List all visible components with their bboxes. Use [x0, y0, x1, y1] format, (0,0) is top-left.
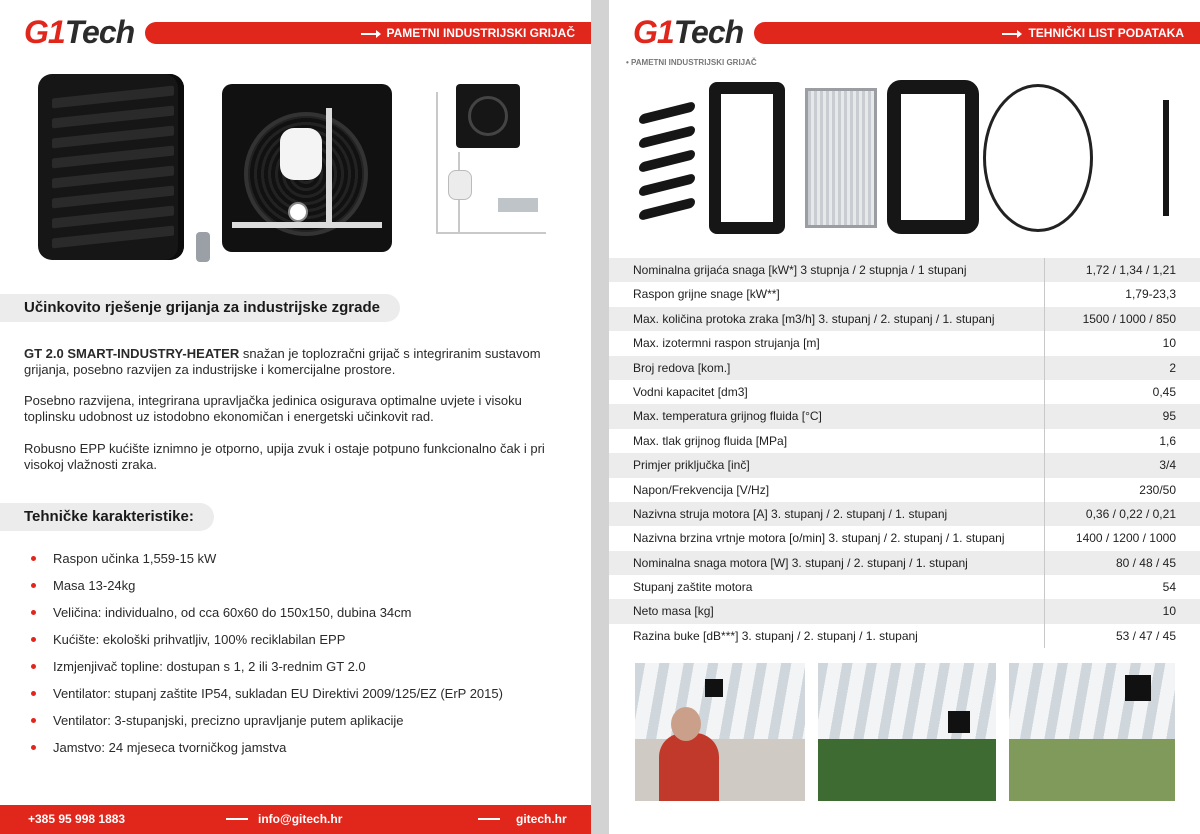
table-row: Neto masa [kg] 10 [609, 599, 1200, 623]
intro-paragraph: GT 2.0 SMART-INDUSTRY-HEATER snažan je toplozračni grijač s integriranim sustavom grijanja, posebno razvijen za industrijske i komercijalne prostore. [24, 346, 541, 377]
exploded-view-image [633, 78, 1193, 238]
website-link[interactable]: gitech.hr [516, 812, 567, 826]
list-item: Raspon učinka 1,559-15 kW [28, 546, 568, 573]
photo-presenter [635, 663, 805, 801]
arrow-icon [226, 818, 248, 820]
table-row: Broj redova [kom.] 2 [609, 356, 1200, 380]
heater-open-image [222, 84, 392, 252]
table-row: Nazivna brzina vrtnje motora [o/min] 3. stupanj / 2. stupanj / 1. stupanj 1400 / 1200 / 1000 [609, 526, 1200, 550]
list-item: Kućište: ekološki prihvatljiv, 100% reciklabilan EPP [28, 627, 568, 654]
table-row: Max. temperatura grijnog fluida [°C] 95 [609, 404, 1200, 428]
photo-greenhouse-2 [1009, 663, 1175, 801]
table-row: Razina buke [dB***] 3. stupanj / 2. stupanj / 1. stupanj 53 / 47 / 45 [609, 624, 1200, 648]
table-row: Napon/Frekvencija [V/Hz] 230/50 [609, 478, 1200, 502]
table-row: Vodni kapacitet [dm3] 0,45 [609, 380, 1200, 404]
feature-list [28, 546, 568, 762]
heater-schematic-image [432, 82, 552, 242]
list-item: Veličina: individualno, od cca 60x60 do 150x150, dubina 34cm [28, 600, 568, 627]
table-row: Nazivna struja motora [A] 3. stupanj / 2. stupanj / 1. stupanj 0,36 / 0,22 / 0,21 [609, 502, 1200, 526]
list-item: Masa 13-24kg [28, 573, 568, 600]
list-item: Izmjenjivač topline: dostupan s 1, 2 ili 3-rednim GT 2.0 [28, 654, 568, 681]
paragraph-control-unit: Posebno razvijena, integrirana upravljačka jedinica osigurava optimalne uvjete i visoku toplinsku udobnost uz istodobno ekonomičan i energetski učinkovit rad. [24, 393, 522, 424]
section-title-solution: Učinkovito rješenje grijanja za industrijske zgrade [0, 294, 400, 322]
heater-louvre-image [38, 74, 184, 260]
footer-bar [0, 805, 591, 834]
left-header-label: PAMETNI INDUSTRIJSKI GRIJAČ [386, 26, 575, 40]
list-item: Jamstvo: 24 mjeseca tvorničkog jamstva [28, 735, 568, 762]
page-gutter [591, 0, 609, 834]
table-row: Nominalna snaga motora [W] 3. stupanj / 2. stupanj / 1. stupanj 80 / 48 / 45 [609, 551, 1200, 575]
table-row: Raspon grijne snage [kW**] 1,79-23,3 [609, 282, 1200, 306]
right-header-label: TEHNIČKI LIST PODATAKA [1028, 26, 1184, 40]
gitech-logo: G1Tech [633, 14, 744, 50]
arrow-icon [361, 33, 379, 35]
list-item: Ventilator: stupanj zaštite IP54, sukladan EU Direktivi 2009/125/EZ (ErP 2015) [28, 681, 568, 708]
list-item: Ventilator: 3-stupanjski, precizno upravljanje putem aplikacije [28, 708, 568, 735]
table-row: Nominalna grijaća snaga [kW*] 3 stupnja / 2 stupnja / 1 stupanj 1,72 / 1,34 / 1,21 [609, 258, 1200, 282]
paragraph-housing: Robusno EPP kućište iznimno je otporno, upija zvuk i ostaje potpuno funkcionalno čak i pri visokoj vlažnosti zraka. [24, 441, 545, 472]
subtag: • PAMETNI INDUSTRIJSKI GRIJAČ [626, 58, 757, 67]
right-header-bar [754, 22, 1200, 44]
table-row: Stupanj zaštite motora 54 [609, 575, 1200, 599]
table-row: Max. izotermni raspon strujanja [m] 10 [609, 331, 1200, 355]
gitech-logo: G1Tech [24, 14, 135, 50]
left-page [0, 0, 591, 834]
left-header-bar [145, 22, 591, 44]
spec-table [609, 258, 1200, 648]
table-row: Max. količina protoka zraka [m3/h] 3. stupanj / 2. stupanj / 1. stupanj 1500 / 1000 / 850 [609, 307, 1200, 331]
table-row: Max. tlak grijnog fluida [MPa] 1,6 [609, 429, 1200, 453]
arrow-icon [1002, 33, 1020, 35]
section-title-features: Tehničke karakteristike: [0, 503, 214, 531]
hose-image [196, 232, 210, 262]
arrow-icon [478, 818, 500, 820]
photo-greenhouse-1 [818, 663, 996, 801]
table-row: Primjer priključka [inč] 3/4 [609, 453, 1200, 477]
phone-link[interactable]: +385 95 998 1883 [28, 812, 126, 826]
product-name: GT 2.0 SMART-INDUSTRY-HEATER [24, 346, 240, 361]
email-link[interactable]: info@gitech.hr [258, 812, 343, 826]
